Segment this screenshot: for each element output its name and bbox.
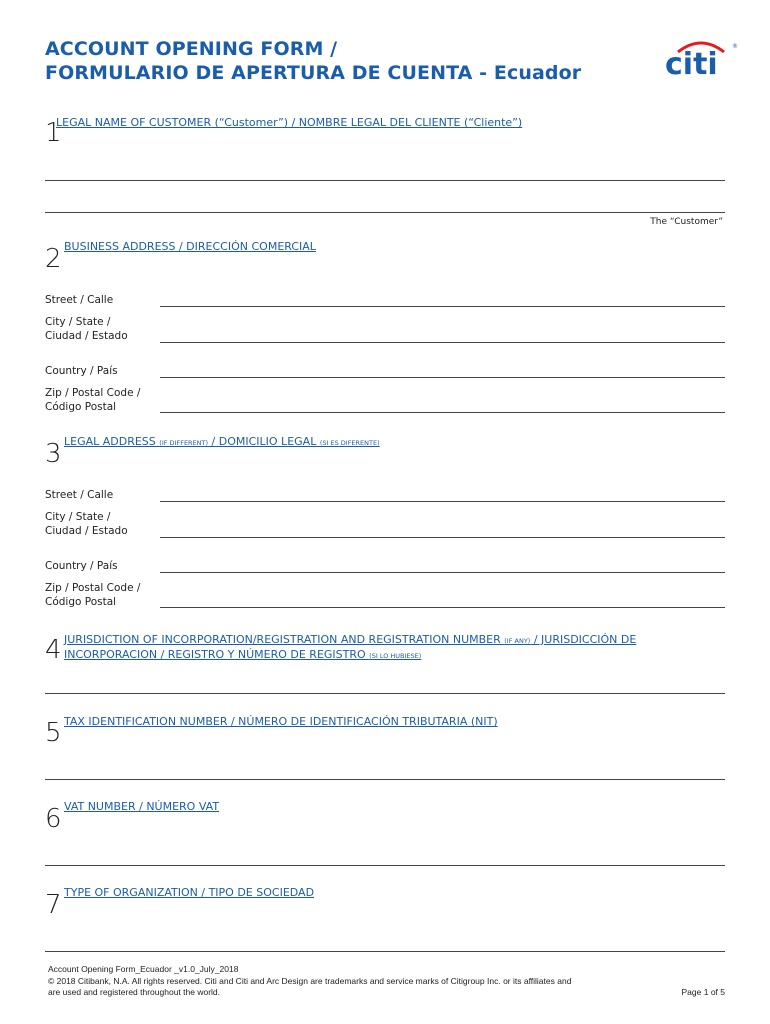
business-city-label-1: City / State / (45, 316, 111, 328)
business-city-label-2: Ciudad / Estado (45, 330, 128, 342)
section-4-number: 4 (45, 635, 62, 665)
section-2-title: BUSINESS ADDRESS / DIRECCIÓN COMERCIAL (64, 240, 316, 253)
citi-logo-text: citi (665, 47, 718, 78)
customer-note: The “Customer” (650, 217, 723, 227)
section-2-number: 2 (45, 244, 62, 274)
vat-number-field[interactable] (45, 865, 725, 866)
business-country-field[interactable] (160, 377, 725, 378)
citi-logo-mark (664, 38, 739, 78)
legal-zip-label-1: Zip / Postal Code / (45, 582, 141, 594)
business-street-field[interactable] (160, 306, 725, 307)
section-4-title-line2: INCORPORACION / REGISTRO Y NÚMERO DE REGISTRO (SI LO HUBIESE) (64, 648, 422, 661)
business-country-label: Country / País (45, 365, 118, 377)
legal-country-label: Country / País (45, 560, 118, 572)
form-title-line1: ACCOUNT OPENING FORM / (45, 38, 338, 60)
legal-name-line-2[interactable] (45, 212, 725, 213)
section-7-title: TYPE OF ORGANIZATION / TIPO DE SOCIEDAD (64, 886, 315, 899)
business-zip-label-2: Código Postal (45, 401, 117, 413)
footer-copyright-1: © 2018 Citibank, N.A. All rights reserved. Citi and Citi and Arc Design are trademarks and service marks of Citigroup Inc. or its affiliates and (48, 976, 572, 986)
footer-copyright-2: are used and registered throughout the world. (48, 987, 221, 997)
citi-logo (664, 38, 739, 78)
registered-mark: ® (732, 43, 738, 50)
legal-zip-field[interactable] (160, 607, 725, 608)
section-5-number: 5 (45, 718, 62, 748)
form-title-line2: FORMULARIO DE APERTURA DE CUENTA - Ecuador (45, 62, 582, 84)
section-3-title: LEGAL ADDRESS (IF DIFFERENT) / DOMICILIO LEGAL (SI ES DIFERENTE) (64, 435, 380, 448)
legal-street-label: Street / Calle (45, 489, 114, 501)
section-6-title: VAT NUMBER / NÚMERO VAT (64, 800, 220, 813)
organization-type-field[interactable] (45, 951, 725, 952)
jurisdiction-field[interactable] (45, 693, 725, 694)
page-number: Page 1 of 5 (681, 987, 725, 997)
section-5-title: TAX IDENTIFICATION NUMBER / NÚMERO DE IDENTIFICACIÓN TRIBUTARIA (NIT) (64, 715, 498, 728)
section-4-title-line1: JURISDICTION OF INCORPORATION/REGISTRATION AND REGISTRATION NUMBER (IF ANY) / JURISDICCIÓN DE (64, 633, 637, 646)
tax-id-field[interactable] (45, 779, 725, 780)
legal-city-label-1: City / State / (45, 511, 111, 523)
legal-city-field[interactable] (160, 537, 725, 538)
business-zip-field[interactable] (160, 412, 725, 413)
business-city-field[interactable] (160, 342, 725, 343)
legal-street-field[interactable] (160, 501, 725, 502)
section-3-number: 3 (45, 439, 62, 469)
legal-zip-label-2: Código Postal (45, 596, 117, 608)
section-7-number: 7 (45, 890, 62, 920)
section-1-number: 1 (45, 118, 62, 148)
legal-country-field[interactable] (160, 572, 725, 573)
footer-form-id: Account Opening Form_Ecuador _v1.0_July_2018 (48, 964, 239, 974)
legal-city-label-2: Ciudad / Estado (45, 525, 128, 537)
business-street-label: Street / Calle (45, 294, 114, 306)
legal-name-line-1[interactable] (45, 180, 725, 181)
section-6-number: 6 (45, 804, 62, 834)
business-zip-label-1: Zip / Postal Code / (45, 387, 141, 399)
section-1-title: LEGAL NAME OF CUSTOMER (“Customer”) / NOMBRE LEGAL DEL CLIENTE (“Cliente”) (56, 116, 523, 129)
